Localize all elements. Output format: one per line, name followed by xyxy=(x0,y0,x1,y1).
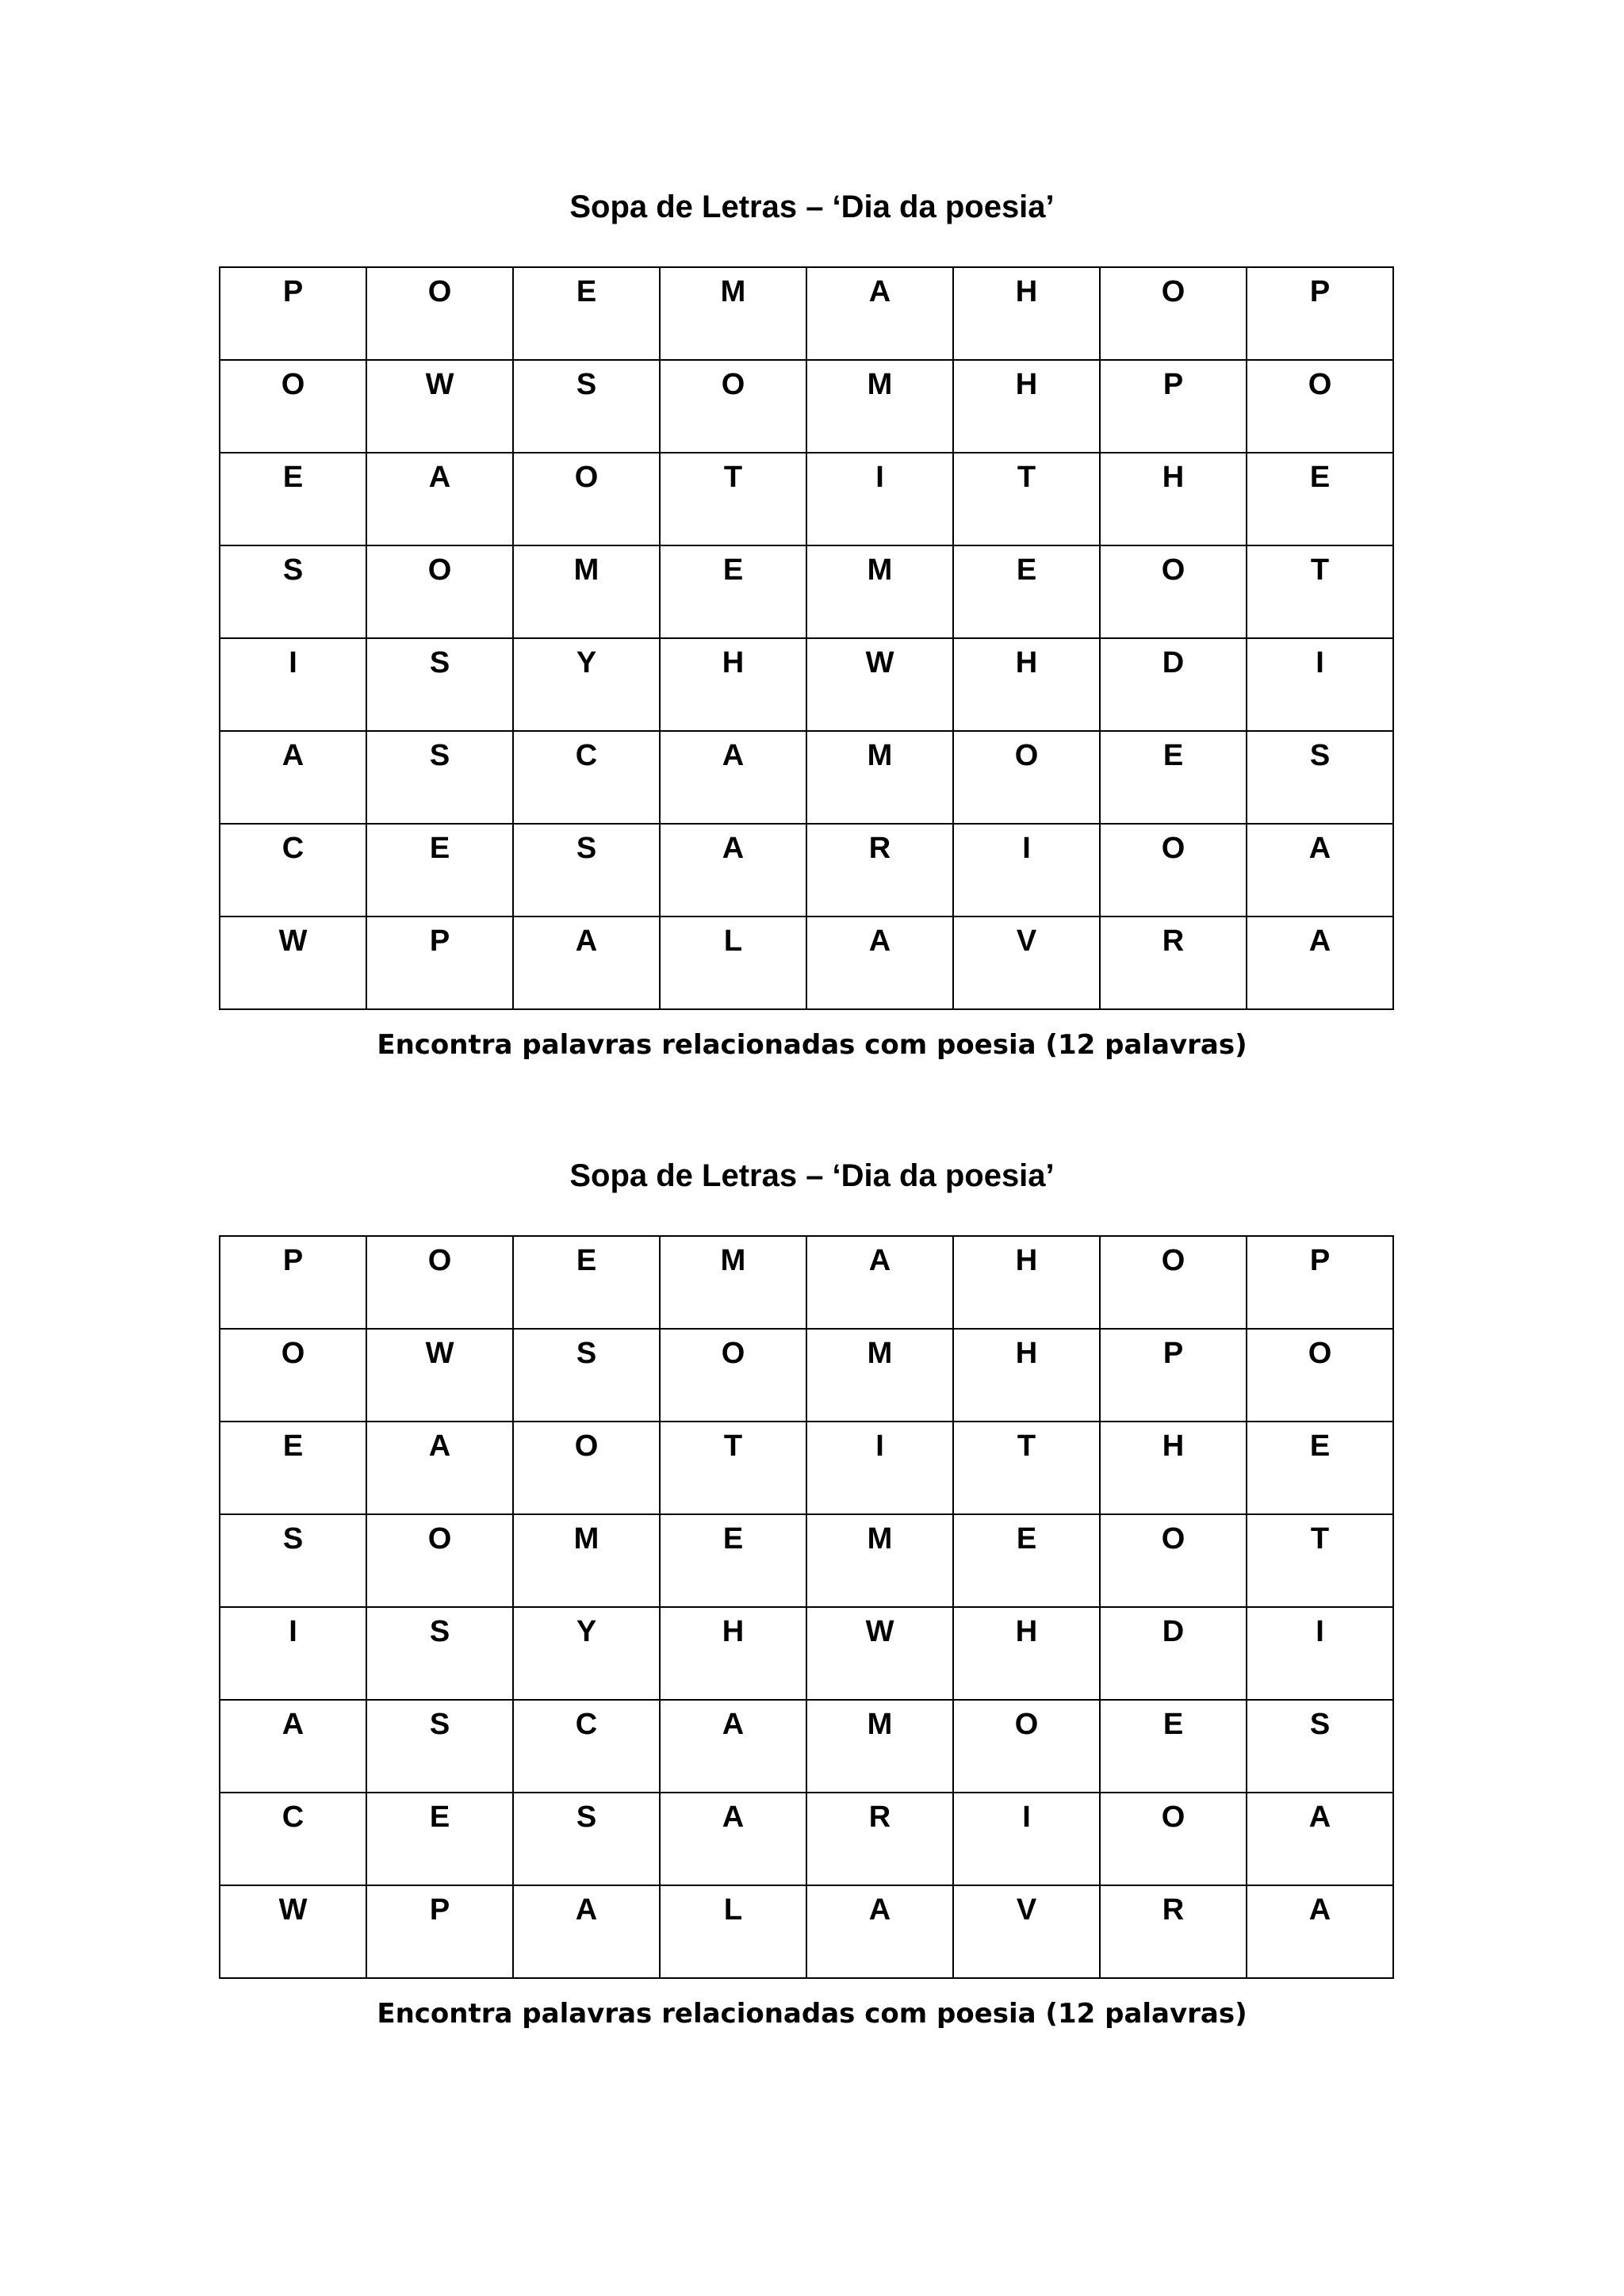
grid-row xyxy=(220,1514,1393,1607)
grid-cell: P xyxy=(220,267,366,360)
grid-cell: A xyxy=(1247,916,1393,1009)
grid-cell: I xyxy=(1247,638,1393,731)
grid-row xyxy=(220,267,1393,360)
grid-row xyxy=(220,1329,1393,1422)
grid-cell: Y xyxy=(513,638,660,731)
grid-cell: H xyxy=(1100,453,1247,545)
grid-cell: E xyxy=(366,824,513,916)
grid-cell: T xyxy=(953,1422,1100,1514)
grid-cell: I xyxy=(953,824,1100,916)
grid-cell: M xyxy=(660,1236,806,1329)
grid-cell: W xyxy=(806,1607,953,1700)
grid-cell: A xyxy=(366,453,513,545)
grid-cell: I xyxy=(220,638,366,731)
grid-row xyxy=(220,360,1393,453)
grid-cell: S xyxy=(366,731,513,824)
grid-cell: H xyxy=(953,360,1100,453)
grid-cell: C xyxy=(513,1700,660,1793)
grid-cell: R xyxy=(1100,1885,1247,1978)
grid-cell: A xyxy=(1247,824,1393,916)
grid-row xyxy=(220,916,1393,1009)
grid-cell: S xyxy=(220,1514,366,1607)
puzzle-title: Sopa de Letras – ‘Dia da poesia’ xyxy=(569,189,1055,224)
grid-cell: E xyxy=(220,1422,366,1514)
grid-row xyxy=(220,1422,1393,1514)
grid-cell: S xyxy=(366,1607,513,1700)
grid-cell: S xyxy=(366,638,513,731)
grid-cell: S xyxy=(513,1793,660,1885)
grid-cell: A xyxy=(1247,1885,1393,1978)
grid-cell: A xyxy=(660,731,806,824)
grid-row xyxy=(220,1700,1393,1793)
grid-cell: O xyxy=(366,545,513,638)
grid-cell: S xyxy=(513,360,660,453)
grid-cell: O xyxy=(1100,545,1247,638)
grid-cell: T xyxy=(1247,1514,1393,1607)
grid-cell: A xyxy=(806,1885,953,1978)
grid-row xyxy=(220,638,1393,731)
grid-cell: H xyxy=(660,1607,806,1700)
grid-cell: I xyxy=(806,453,953,545)
grid-cell: H xyxy=(1100,1422,1247,1514)
grid-cell: O xyxy=(220,1329,366,1422)
grid-row xyxy=(220,1793,1393,1885)
grid-cell: H xyxy=(953,267,1100,360)
grid-cell: A xyxy=(660,824,806,916)
grid-cell: E xyxy=(660,545,806,638)
word-search-puzzle xyxy=(0,1156,1624,2030)
grid-row xyxy=(220,1607,1393,1700)
grid-cell: E xyxy=(660,1514,806,1607)
puzzle-title: Sopa de Letras – ‘Dia da poesia’ xyxy=(569,1158,1055,1193)
grid-cell: S xyxy=(513,824,660,916)
grid-cell: P xyxy=(1247,267,1393,360)
grid-cell: O xyxy=(1247,1329,1393,1422)
grid-cell: H xyxy=(953,1329,1100,1422)
grid-cell: H xyxy=(953,638,1100,731)
grid-cell: O xyxy=(660,1329,806,1422)
grid-cell: E xyxy=(953,545,1100,638)
grid-cell: E xyxy=(513,267,660,360)
grid-cell: E xyxy=(1100,1700,1247,1793)
grid-cell: R xyxy=(806,1793,953,1885)
grid-cell: E xyxy=(366,1793,513,1885)
grid-cell: O xyxy=(953,731,1100,824)
grid-cell: M xyxy=(513,1514,660,1607)
grid-cell: A xyxy=(660,1700,806,1793)
grid-cell: I xyxy=(1247,1607,1393,1700)
grid-cell: S xyxy=(366,1700,513,1793)
grid-cell: A xyxy=(220,1700,366,1793)
grid-cell: E xyxy=(513,1236,660,1329)
grid-cell: S xyxy=(220,545,366,638)
grid-cell: Y xyxy=(513,1607,660,1700)
grid-cell: O xyxy=(1100,1793,1247,1885)
grid-cell: A xyxy=(660,1793,806,1885)
grid-cell: O xyxy=(953,1700,1100,1793)
grid-cell: M xyxy=(660,267,806,360)
grid-row xyxy=(220,1885,1393,1978)
grid-cell: A xyxy=(806,1236,953,1329)
grid-cell: P xyxy=(366,1885,513,1978)
grid-cell: O xyxy=(366,267,513,360)
grid-cell: O xyxy=(366,1514,513,1607)
grid-cell: E xyxy=(1100,731,1247,824)
grid-cell: R xyxy=(1100,916,1247,1009)
letter-grid xyxy=(219,266,1394,1010)
grid-cell: M xyxy=(513,545,660,638)
grid-row xyxy=(220,545,1393,638)
grid-cell: I xyxy=(220,1607,366,1700)
grid-cell: C xyxy=(513,731,660,824)
grid-cell: P xyxy=(1100,360,1247,453)
grid-cell: W xyxy=(366,360,513,453)
grid-cell: H xyxy=(953,1236,1100,1329)
grid-cell: W xyxy=(220,1885,366,1978)
grid-cell: O xyxy=(660,360,806,453)
grid-cell: S xyxy=(1247,1700,1393,1793)
grid-cell: P xyxy=(220,1236,366,1329)
grid-cell: O xyxy=(220,360,366,453)
grid-cell: A xyxy=(513,1885,660,1978)
grid-cell: O xyxy=(366,1236,513,1329)
grid-cell: C xyxy=(220,1793,366,1885)
grid-row xyxy=(220,731,1393,824)
grid-cell: P xyxy=(366,916,513,1009)
grid-cell: O xyxy=(513,453,660,545)
grid-cell: T xyxy=(953,453,1100,545)
grid-row xyxy=(220,453,1393,545)
grid-cell: E xyxy=(1247,453,1393,545)
grid-cell: A xyxy=(806,916,953,1009)
grid-cell: D xyxy=(1100,638,1247,731)
grid-cell: P xyxy=(1100,1329,1247,1422)
grid-cell: V xyxy=(953,1885,1100,1978)
grid-cell: A xyxy=(513,916,660,1009)
grid-cell: H xyxy=(953,1607,1100,1700)
grid-cell: P xyxy=(1247,1236,1393,1329)
grid-cell: L xyxy=(660,916,806,1009)
grid-cell: M xyxy=(806,545,953,638)
grid-cell: M xyxy=(806,1329,953,1422)
grid-cell: O xyxy=(1100,824,1247,916)
grid-cell: W xyxy=(220,916,366,1009)
grid-cell: A xyxy=(806,267,953,360)
grid-cell: V xyxy=(953,916,1100,1009)
grid-cell: M xyxy=(806,360,953,453)
grid-cell: O xyxy=(1100,267,1247,360)
grid-cell: A xyxy=(366,1422,513,1514)
grid-cell: R xyxy=(806,824,953,916)
grid-cell: M xyxy=(806,1700,953,1793)
grid-cell: S xyxy=(513,1329,660,1422)
grid-cell: A xyxy=(220,731,366,824)
grid-cell: E xyxy=(953,1514,1100,1607)
letter-grid xyxy=(219,1235,1394,1979)
grid-cell: S xyxy=(1247,731,1393,824)
grid-cell: O xyxy=(1100,1514,1247,1607)
grid-cell: T xyxy=(660,453,806,545)
puzzle-instruction: Encontra palavras relacionadas com poesia (12 palavras) xyxy=(377,1029,1247,1061)
grid-row xyxy=(220,1236,1393,1329)
grid-cell: T xyxy=(1247,545,1393,638)
grid-cell: H xyxy=(660,638,806,731)
grid-cell: M xyxy=(806,731,953,824)
grid-cell: A xyxy=(1247,1793,1393,1885)
grid-cell: W xyxy=(366,1329,513,1422)
grid-row xyxy=(220,824,1393,916)
grid-cell: O xyxy=(1247,360,1393,453)
grid-cell: E xyxy=(1247,1422,1393,1514)
grid-cell: D xyxy=(1100,1607,1247,1700)
grid-cell: L xyxy=(660,1885,806,1978)
word-search-puzzle xyxy=(0,187,1624,1061)
grid-cell: I xyxy=(953,1793,1100,1885)
grid-cell: T xyxy=(660,1422,806,1514)
grid-cell: O xyxy=(1100,1236,1247,1329)
grid-cell: M xyxy=(806,1514,953,1607)
grid-cell: C xyxy=(220,824,366,916)
grid-cell: W xyxy=(806,638,953,731)
grid-cell: O xyxy=(513,1422,660,1514)
grid-cell: I xyxy=(806,1422,953,1514)
grid-cell: E xyxy=(220,453,366,545)
puzzle-instruction: Encontra palavras relacionadas com poesia (12 palavras) xyxy=(377,1998,1247,2030)
